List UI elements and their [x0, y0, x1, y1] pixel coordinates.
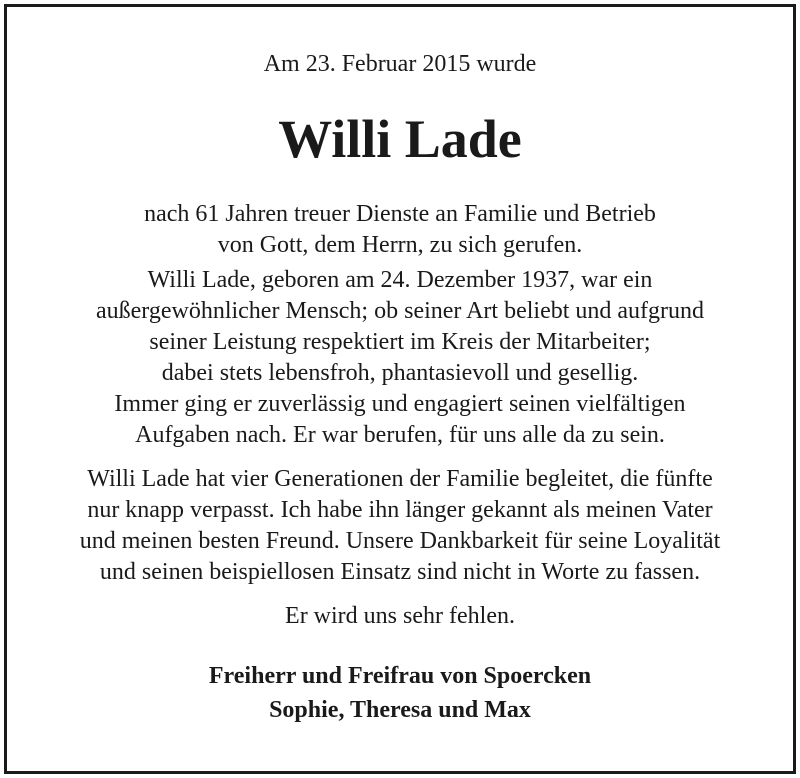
closing-line: [7, 601, 793, 632]
paragraph-biography: [7, 265, 793, 451]
text-line: seiner Leistung respektiert im Kreis der Mitarbeiter;: [149, 329, 651, 355]
paragraph-service: [7, 199, 793, 261]
paragraph-gratitude: [7, 464, 793, 588]
text-line: nur knapp verpasst. Ich habe ihn länger gekannt als meinen Vater: [87, 497, 713, 523]
deceased-name: [7, 107, 793, 171]
signature: [7, 659, 793, 727]
signature-line: Freiherr und Freifrau von Spoercken: [208, 663, 592, 689]
text-line: Willi Lade, geboren am 24. Dezember 1937, war ein: [147, 267, 653, 293]
signature-line: Sophie, Theresa und Max: [269, 697, 531, 723]
text-line: von Gott, dem Herrn, zu sich gerufen.: [217, 232, 583, 258]
text-line: Willi Lade hat vier Generationen der Familie begleitet, die fünfte: [87, 466, 713, 492]
closing-text: Er wird uns sehr fehlen.: [285, 603, 515, 629]
text-line: dabei stets lebensfroh, phantasievoll und gesellig.: [161, 360, 639, 386]
text-line: und meinen besten Freund. Unsere Dankbarkeit für seine Loyalität: [79, 528, 721, 554]
name-text: Willi Lade: [278, 109, 522, 169]
text-line: und seinen beispiellosen Einsatz sind nicht in Worte zu fassen.: [99, 559, 701, 585]
intro-line: [7, 49, 793, 79]
text-line: nach 61 Jahren treuer Dienste an Familie und Betrieb: [144, 201, 656, 227]
text-line: Aufgaben nach. Er war berufen, für uns alle da zu sein.: [135, 422, 665, 448]
text-line: Immer ging er zuverlässig und engagiert seinen vielfältigen: [114, 391, 686, 417]
intro-text: Am 23. Februar 2015 wurde: [263, 51, 537, 77]
text-line: außergewöhnlicher Mensch; ob seiner Art beliebt und aufgrund: [95, 298, 705, 324]
obituary-notice: [4, 4, 796, 774]
